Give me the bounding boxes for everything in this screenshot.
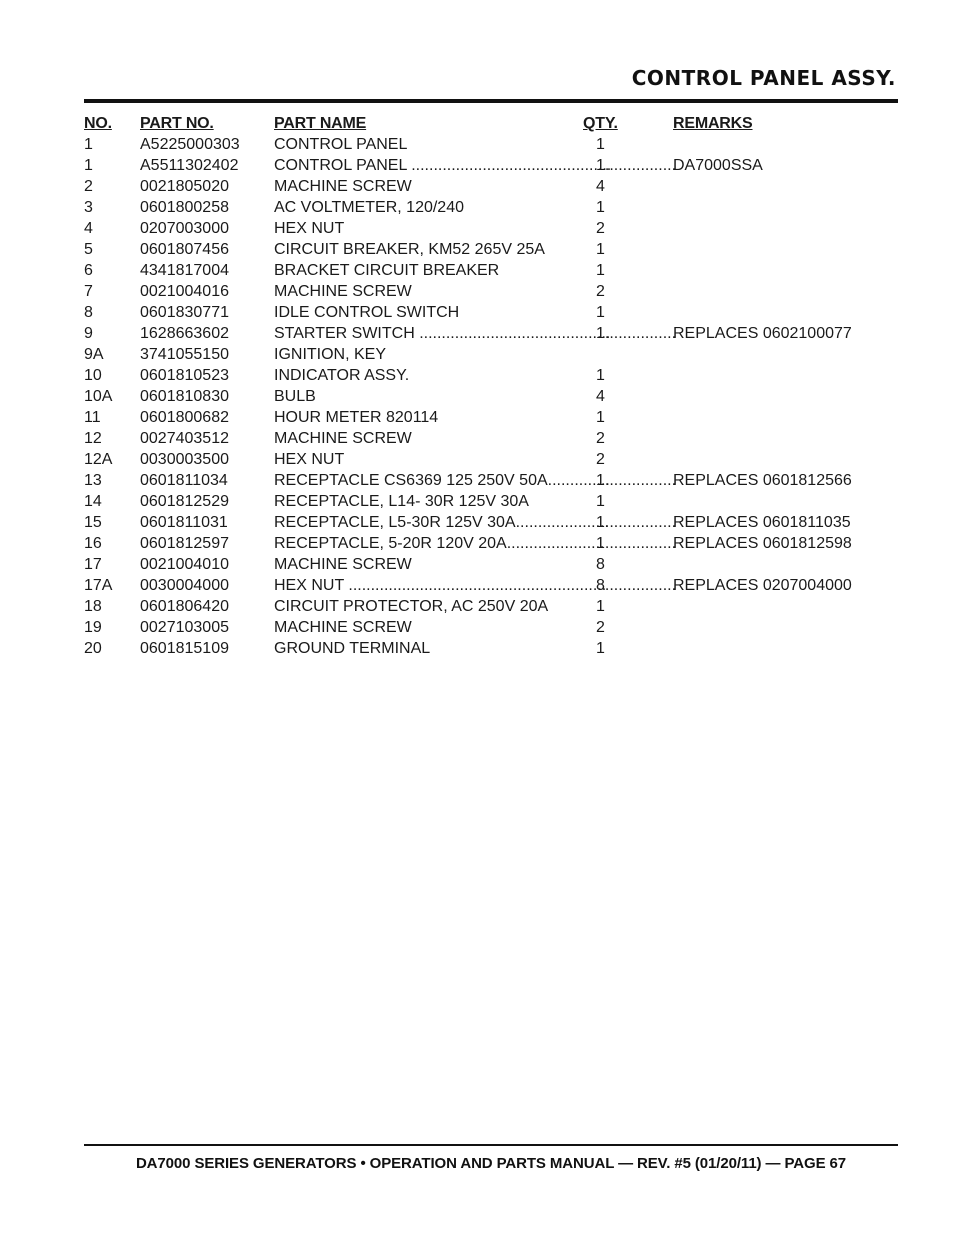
table-row [84, 323, 884, 344]
cell-qty: 8 [596, 556, 605, 573]
cell-qty: 1 [596, 262, 605, 279]
cell-no: 16 [84, 535, 102, 552]
cell-qty: 4 [596, 388, 605, 405]
cell-no: 4 [84, 220, 93, 237]
cell-no: 19 [84, 619, 102, 636]
table-row [84, 134, 884, 155]
cell-no: 12 [84, 430, 102, 447]
cell-part-no: A5225000303 [140, 136, 240, 153]
parts-table [84, 113, 884, 659]
cell-no: 15 [84, 514, 102, 531]
cell-qty: 1 [596, 493, 605, 510]
title-divider [84, 99, 898, 103]
cell-part-name: MACHINE SCREW [274, 619, 412, 636]
cell-no: 1 [84, 157, 93, 174]
cell-no: 14 [84, 493, 102, 510]
cell-part-name: RECEPTACLE, L5-30R 125V 30A..................... [274, 514, 609, 531]
table-row [84, 281, 884, 302]
cell-no: 5 [84, 241, 93, 258]
cell-no: 10A [84, 388, 113, 405]
cell-qty: 1................ [596, 514, 677, 531]
cell-no: 9A [84, 346, 104, 363]
cell-part-name: HEX NUT [274, 220, 345, 237]
cell-part-no: 1628663602 [140, 325, 229, 342]
cell-part-no: 3741055150 [140, 346, 229, 363]
cell-no: 2 [84, 178, 93, 195]
cell-part-name: MACHINE SCREW [274, 556, 412, 573]
table-header-row [84, 113, 884, 134]
cell-part-name: RECEPTACLE CS6369 125 250V 50A.............. [274, 472, 610, 489]
table-row [84, 533, 884, 554]
cell-no: 3 [84, 199, 93, 216]
cell-part-name: IDLE CONTROL SWITCH [274, 304, 460, 321]
cell-part-name: CONTROL PANEL ............................................. [274, 157, 612, 174]
cell-no: 7 [84, 283, 93, 300]
cell-part-no: 0601812529 [140, 493, 229, 510]
table-row [84, 512, 884, 533]
cell-part-name: HEX NUT [274, 451, 345, 468]
cell-part-name: BRACKET CIRCUIT BREAKER [274, 262, 500, 279]
cell-no: 8 [84, 304, 93, 321]
table-row [84, 449, 884, 470]
cell-part-no: 0027103005 [140, 619, 229, 636]
cell-part-name: GROUND TERMINAL [274, 640, 431, 657]
page-footer: DA7000 SERIES GENERATORS • OPERATION AND PARTS MANUAL — REV. #5 (01/20/11) — PAGE 67 [135, 1155, 847, 1172]
cell-no: 17 [84, 556, 102, 573]
cell-remarks: REPLACES 0601812566 [673, 472, 852, 489]
cell-no: 10 [84, 367, 102, 384]
table-row [84, 176, 884, 197]
table-row [84, 596, 884, 617]
header-qty: QTY. [583, 115, 618, 132]
cell-part-name: HEX NUT .......................................................... [274, 577, 607, 594]
cell-qty: 8................ [596, 577, 677, 594]
table-row [84, 428, 884, 449]
cell-part-no: 0601810523 [140, 367, 229, 384]
cell-part-name: CONTROL PANEL [274, 136, 408, 153]
cell-qty: 2 [596, 619, 605, 636]
cell-qty: 1 [596, 199, 605, 216]
cell-part-no: 0030003500 [140, 451, 229, 468]
table-row [84, 554, 884, 575]
cell-part-name: HOUR METER 820114 [274, 409, 439, 426]
table-row [84, 155, 884, 176]
table-row [84, 386, 884, 407]
cell-qty: 1 [596, 367, 605, 384]
cell-remarks: REPLACES 0601811035 [673, 514, 851, 531]
cell-part-no: 4341817004 [140, 262, 229, 279]
cell-part-name: IGNITION, KEY [274, 346, 387, 363]
cell-no: 13 [84, 472, 102, 489]
cell-part-no: 0601811034 [140, 472, 228, 489]
table-row [84, 617, 884, 638]
cell-part-name: INDICATOR ASSY. [274, 367, 410, 384]
cell-remarks: REPLACES 0207004000 [673, 577, 852, 594]
cell-part-no: 0021004010 [140, 556, 229, 573]
table-row [84, 491, 884, 512]
cell-part-no: 0601806420 [140, 598, 229, 615]
table-row [84, 218, 884, 239]
table-row [84, 638, 884, 659]
header-part-no: PART NO. [140, 115, 214, 132]
cell-part-name: MACHINE SCREW [274, 430, 412, 447]
table-row [84, 302, 884, 323]
cell-part-name: STARTER SWITCH ........................................... [274, 325, 611, 342]
table-row [84, 239, 884, 260]
table-row [84, 470, 884, 491]
cell-remarks: REPLACES 0601812598 [673, 535, 852, 552]
cell-no: 18 [84, 598, 102, 615]
cell-part-name: CIRCUIT PROTECTOR, AC 250V 20A [274, 598, 549, 615]
cell-part-no: 0601800682 [140, 409, 229, 426]
cell-qty: 1 [596, 304, 605, 321]
cell-qty: 2 [596, 220, 605, 237]
table-row [84, 365, 884, 386]
page-title: CONTROL PANEL ASSY. [631, 66, 896, 90]
cell-part-no: 0601811031 [140, 514, 228, 531]
cell-part-no: 0601815109 [140, 640, 229, 657]
cell-part-no: 0601807456 [140, 241, 229, 258]
cell-qty: 1................ [596, 325, 677, 342]
cell-no: 11 [84, 409, 101, 426]
cell-qty: 1................ [596, 157, 677, 174]
cell-part-no: 0601800258 [140, 199, 229, 216]
cell-qty: 1 [596, 640, 605, 657]
table-row [84, 197, 884, 218]
header-part-name: PART NAME [274, 115, 367, 132]
table-row [84, 260, 884, 281]
cell-remarks: REPLACES 0602100077 [673, 325, 852, 342]
cell-part-no: 0021805020 [140, 178, 229, 195]
cell-qty: 2 [596, 451, 605, 468]
cell-part-name: MACHINE SCREW [274, 283, 412, 300]
cell-qty: 2 [596, 430, 605, 447]
cell-qty: 2 [596, 283, 605, 300]
footer-divider [84, 1144, 898, 1146]
cell-part-name: RECEPTACLE, L14- 30R 125V 30A [274, 493, 529, 510]
cell-qty: 1 [596, 409, 605, 426]
cell-part-no: A5511302402 [140, 157, 239, 174]
cell-qty: 1 [596, 136, 605, 153]
cell-no: 9 [84, 325, 93, 342]
table-row [84, 344, 884, 365]
cell-part-name: CIRCUIT BREAKER, KM52 265V 25A [274, 241, 545, 258]
cell-part-no: 0021004016 [140, 283, 229, 300]
cell-part-no: 0601812597 [140, 535, 229, 552]
cell-no: 12A [84, 451, 113, 468]
cell-no: 1 [84, 136, 93, 153]
cell-no: 20 [84, 640, 102, 657]
cell-part-name: RECEPTACLE, 5-20R 120V 20A...................... [274, 535, 605, 552]
cell-no: 17A [84, 577, 113, 594]
cell-qty: 1................ [596, 472, 677, 489]
table-row [84, 407, 884, 428]
header-no: NO. [84, 115, 112, 132]
cell-qty: 4 [596, 178, 605, 195]
cell-no: 6 [84, 262, 93, 279]
header-remarks: REMARKS [673, 115, 753, 132]
table-row [84, 575, 884, 596]
cell-qty: 1................ [596, 535, 677, 552]
cell-part-no: 0030004000 [140, 577, 229, 594]
cell-qty: 1 [596, 241, 605, 258]
cell-part-no: 0601830771 [140, 304, 229, 321]
cell-remarks: DA7000SSA [673, 157, 763, 174]
cell-part-no: 0207003000 [140, 220, 229, 237]
cell-part-name: BULB [274, 388, 316, 405]
cell-part-no: 0027403512 [140, 430, 229, 447]
cell-qty: 1 [596, 598, 605, 615]
cell-part-name: AC VOLTMETER, 120/240 [274, 199, 464, 216]
cell-part-no: 0601810830 [140, 388, 229, 405]
cell-part-name: MACHINE SCREW [274, 178, 412, 195]
